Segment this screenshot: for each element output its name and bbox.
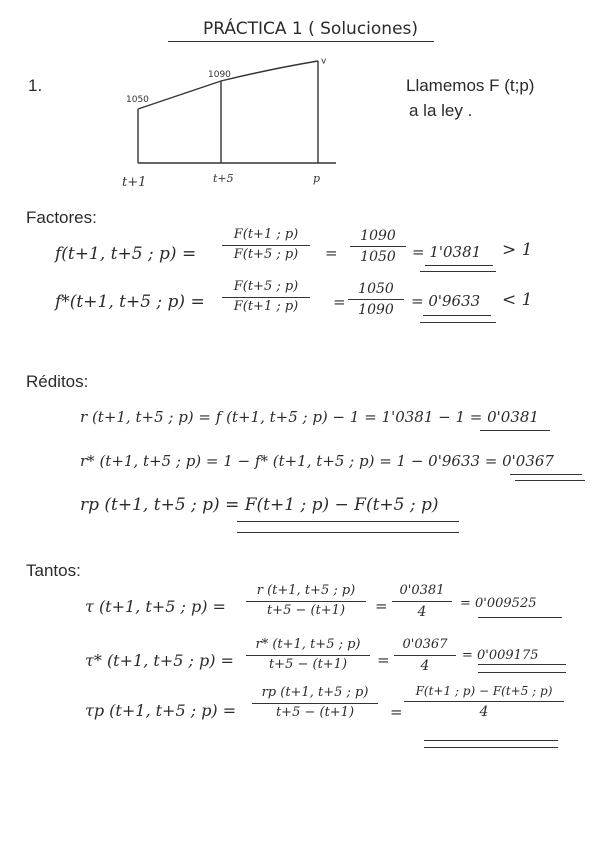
right-value: v [321,56,327,67]
f-den-2: 1050 [360,249,396,266]
fstar-lhs: f*(t+1, t+5 ; p) = [55,292,205,312]
taup-fraction-2 [404,685,564,720]
tau-fraction-2 [392,584,452,620]
taustar-num-2: 0'0367 [402,637,448,652]
taup-num-2: F(t+1 ; p) − F(t+5 ; p) [415,684,553,698]
tau-num-1: r (t+1, t+5 ; p) [256,583,356,598]
fstar-fraction-2 [348,281,404,318]
f-result: = 1'0381 [412,243,482,261]
rstar-result-underline-1 [510,474,582,475]
r-equation: r (t+1, t+5 ; p) = f (t+1, t+5 ; p) − 1 = 1'0381 − 1 = 0'0381 [80,408,539,426]
tau-result-underline [478,617,562,618]
tau-eq: = [375,597,388,615]
fstar-den-2: 1090 [358,302,394,319]
fstar-result-underline-2 [420,322,496,323]
tau-bar-2 [392,601,452,602]
middle-value: 1090 [208,70,231,80]
taustar-fraction-2 [394,638,456,674]
problem-number: 1. [28,76,43,95]
tau-lhs: τ (t+1, t+5 ; p) = [85,597,226,616]
taup-lhs: τp (t+1, t+5 ; p) = [85,701,237,720]
rp-underline-1 [237,521,459,522]
left-value: 1050 [126,95,149,105]
taup-result-underline-1 [424,740,558,741]
page-title: PRÁCTICA 1 ( Soluciones) [203,19,419,39]
rstar-result-underline-2 [515,480,585,481]
tau-bar-1 [246,601,366,602]
fstar-bar-1 [222,297,310,298]
taup-bar-2 [404,701,564,702]
f-lhs: f(t+1, t+5 ; p) = [55,244,197,264]
taustar-fraction-1 [246,638,370,673]
taustar-result: = 0'009175 [462,648,539,663]
taustar-den-1: t+5 − (t+1) [268,656,348,672]
f-bar-1 [222,245,310,246]
rstar-equation: r* (t+1, t+5 ; p) = 1 − f* (t+1, t+5 ; p) = 1 − 0'9633 = 0'0367 [80,452,554,470]
f-result-underline-2 [420,271,496,272]
fstar-num-1: F(t+5 ; p) [233,279,299,294]
fstar-compare: < 1 [502,290,533,310]
taustar-result-underline-1 [478,664,566,665]
law-diagram [100,55,360,195]
tau-fraction-1 [246,584,366,619]
taustar-eq: = [377,651,390,669]
taup-bar-1 [252,703,378,704]
factores-heading: Factores: [26,208,97,227]
taustar-bar-1 [246,655,370,656]
fstar-bar-2 [348,299,404,300]
rp-underline-2 [237,532,459,533]
f-fraction-2 [350,228,406,265]
tau-result: = 0'009525 [460,596,537,611]
intro-line-2: a la ley . [409,101,473,120]
f-bar-2 [350,246,406,247]
fstar-fraction-1 [222,280,310,315]
taup-den-2: 4 [479,703,489,720]
intro-line-1: Llamemos F (t;p) [406,76,535,95]
taup-den-1: t+5 − (t+1) [275,704,355,720]
fstar-result-underline-1 [423,315,491,316]
taup-result-underline-2 [424,747,558,748]
title-underline [168,41,434,42]
taup-eq: = [390,703,403,721]
f-num-1: F(t+1 ; p) [233,227,299,242]
taup-fraction-1 [252,686,378,721]
taustar-lhs: τ* (t+1, t+5 ; p) = [85,651,234,670]
f-result-underline-1 [425,265,493,266]
f-num-2: 1090 [360,228,396,244]
r-result-underline [480,430,550,431]
f-eq: = [325,244,338,262]
f-den-1: F(t+5 ; p) [233,246,299,262]
f-compare: > 1 [502,240,533,260]
law-curve [138,61,318,109]
fstar-den-1: F(t+1 ; p) [233,298,299,314]
axis-label-p: p [313,172,321,185]
fstar-num-2: 1050 [358,281,394,297]
taup-num-1: rp (t+1, t+5 ; p) [261,685,369,700]
fstar-result: = 0'9633 [411,292,481,310]
fstar-eq: = [333,293,346,311]
taustar-den-2: 4 [420,657,430,674]
tau-num-2: 0'0381 [399,583,445,598]
taustar-bar-2 [394,655,456,656]
rp-equation: rp (t+1, t+5 ; p) = F(t+1 ; p) − F(t+5 ; p) [80,495,439,515]
axis-label-t1: t+1 [122,175,147,190]
f-fraction-1 [222,228,310,263]
axis-label-t5: t+5 [213,172,234,185]
taustar-result-underline-2 [478,672,566,673]
reditos-heading: Réditos: [26,372,89,391]
tantos-heading: Tantos: [26,561,81,580]
tau-den-2: 4 [417,603,427,620]
taustar-num-1: r* (t+1, t+5 ; p) [255,637,361,652]
tau-den-1: t+5 − (t+1) [266,602,346,618]
